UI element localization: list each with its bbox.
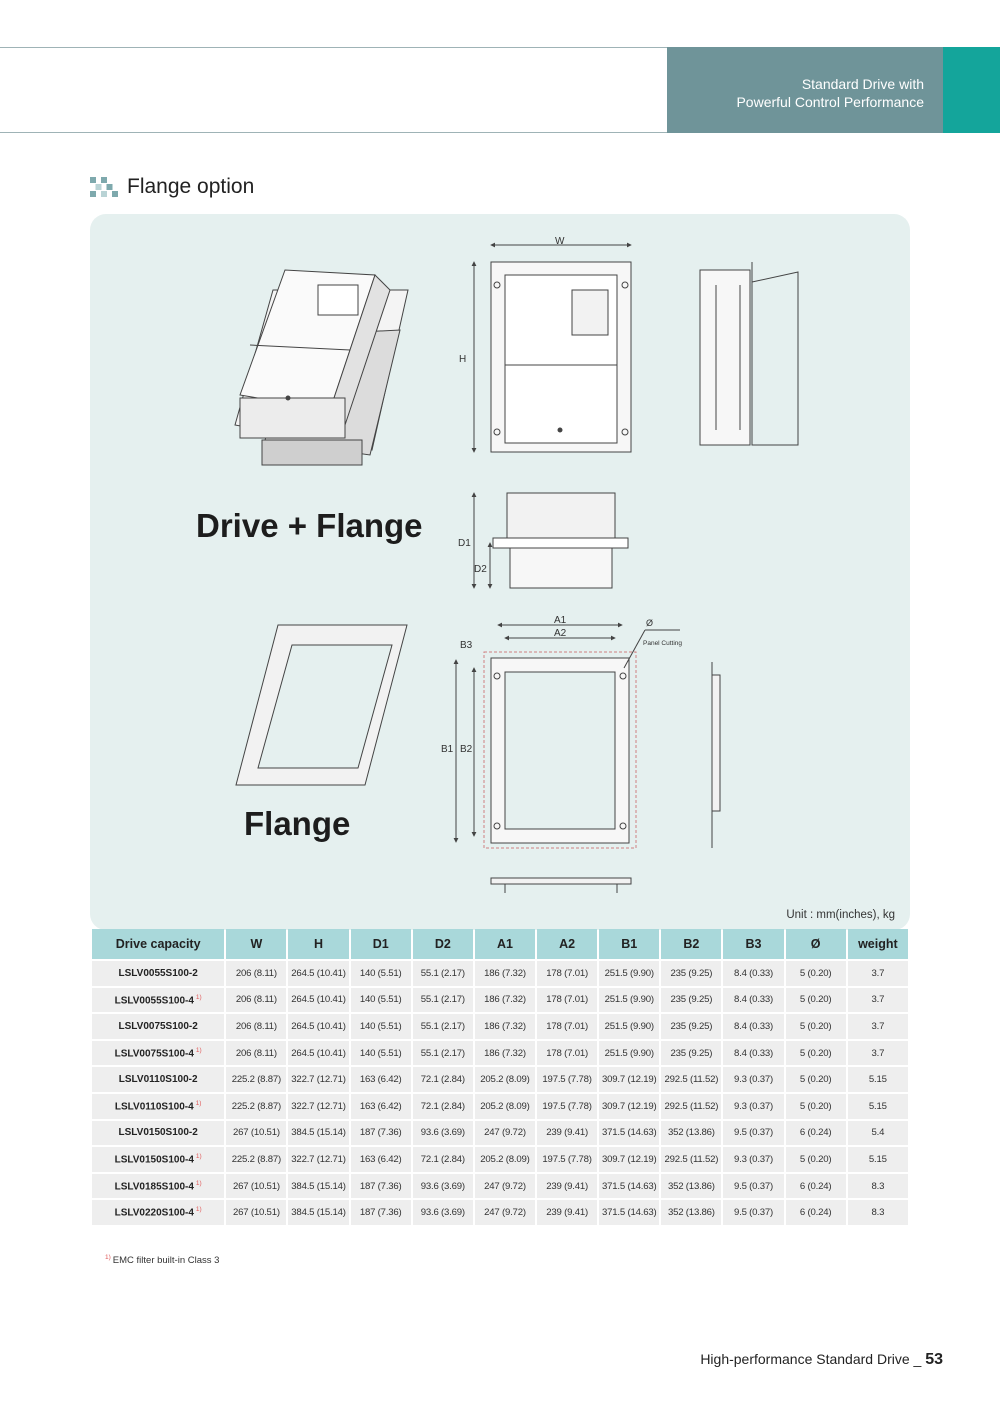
header-cell: A2 <box>537 929 597 961</box>
footnote-ref: 1) <box>195 1100 202 1108</box>
model-name: LSLV0185S100-4 <box>114 1181 194 1193</box>
value-cell: 371.5 (14.63) <box>599 1200 659 1227</box>
value-cell: 8.3 <box>848 1174 908 1201</box>
value-cell: 9.5 (0.37) <box>723 1200 783 1227</box>
value-cell: 163 (6.42) <box>351 1094 411 1121</box>
value-cell: 309.7 (12.19) <box>599 1094 659 1121</box>
value-cell: 205.2 (8.09) <box>475 1094 535 1121</box>
value-cell: 9.5 (0.37) <box>723 1121 783 1148</box>
value-cell: 235 (9.25) <box>661 961 721 988</box>
unit-note: Unit : mm(inches), kg <box>786 909 895 921</box>
value-cell: 5 (0.20) <box>786 1094 846 1121</box>
value-cell: 206 (8.11) <box>226 1014 286 1041</box>
model-cell <box>92 1200 224 1227</box>
value-cell: 5.4 <box>848 1121 908 1148</box>
dim-B1-label: B1 <box>441 744 454 755</box>
value-cell: 72.1 (2.84) <box>413 1094 473 1121</box>
value-cell: 206 (8.11) <box>226 1041 286 1068</box>
drive-side-view <box>700 262 798 445</box>
footnote-ref: 1) <box>195 993 202 1001</box>
value-cell: 140 (5.51) <box>351 1014 411 1041</box>
value-cell: 264.5 (10.41) <box>288 961 348 988</box>
value-cell: 72.1 (2.84) <box>413 1147 473 1174</box>
value-cell: 5 (0.20) <box>786 1041 846 1068</box>
model-name: LSLV0150S100-4 <box>114 1154 194 1166</box>
value-cell: 206 (8.11) <box>226 961 286 988</box>
value-cell: 186 (7.32) <box>475 961 535 988</box>
dim-B3-label: B3 <box>460 640 473 651</box>
value-cell: 384.5 (15.14) <box>288 1200 348 1227</box>
value-cell: 322.7 (12.71) <box>288 1094 348 1121</box>
dim-W-label: W <box>555 236 565 247</box>
model-name: LSLV0110S100-4 <box>114 1101 194 1113</box>
header-tagline-line1: Standard Drive with <box>801 76 924 92</box>
header-cell: B3 <box>723 929 783 961</box>
header-cell: H <box>288 929 348 961</box>
value-cell: 93.6 (3.69) <box>413 1174 473 1201</box>
panel-cutting-label: Panel Cutting <box>643 640 683 647</box>
value-cell: 178 (7.01) <box>537 1014 597 1041</box>
model-name: LSLV0055S100-2 <box>118 967 198 979</box>
header-tagline-line2: Powerful Control Performance <box>736 94 924 110</box>
table-row <box>92 1147 908 1174</box>
value-cell: 55.1 (2.17) <box>413 988 473 1015</box>
table-header-row <box>92 929 908 961</box>
value-cell: 225.2 (8.87) <box>226 1147 286 1174</box>
value-cell: 93.6 (3.69) <box>413 1200 473 1227</box>
value-cell: 6 (0.24) <box>786 1174 846 1201</box>
value-cell: 352 (13.86) <box>661 1121 721 1148</box>
table-row <box>92 988 908 1015</box>
value-cell: 72.1 (2.84) <box>413 1067 473 1094</box>
model-name: LSLV0055S100-4 <box>114 995 194 1007</box>
flange-label: Flange <box>244 805 351 842</box>
value-cell: 235 (9.25) <box>661 988 721 1015</box>
value-cell: 163 (6.42) <box>351 1067 411 1094</box>
model-cell <box>92 1014 224 1041</box>
footnote-ref: 1) <box>195 1179 202 1187</box>
table-row <box>92 1041 908 1068</box>
value-cell: 251.5 (9.90) <box>599 961 659 988</box>
value-cell: 309.7 (12.19) <box>599 1147 659 1174</box>
drive-front-view <box>474 245 631 452</box>
value-cell: 187 (7.36) <box>351 1174 411 1201</box>
value-cell: 9.3 (0.37) <box>723 1067 783 1094</box>
value-cell: 140 (5.51) <box>351 988 411 1015</box>
footnote-mark: 1) <box>105 1254 111 1261</box>
drive-flange-label: Drive + Flange <box>196 507 423 544</box>
value-cell: 8.4 (0.33) <box>723 1014 783 1041</box>
value-cell: 251.5 (9.90) <box>599 1041 659 1068</box>
value-cell: 187 (7.36) <box>351 1121 411 1148</box>
value-cell: 5 (0.20) <box>786 1147 846 1174</box>
value-cell: 55.1 (2.17) <box>413 1014 473 1041</box>
model-name: LSLV0150S100-2 <box>118 1127 198 1139</box>
value-cell: 197.5 (7.78) <box>537 1067 597 1094</box>
dim-A1-label: A1 <box>554 615 567 626</box>
flange-bottom-view <box>491 878 631 893</box>
model-name: LSLV0110S100-2 <box>118 1074 198 1086</box>
table-row <box>92 1200 908 1227</box>
table-body <box>92 961 908 1227</box>
value-cell: 8.4 (0.33) <box>723 961 783 988</box>
value-cell: 352 (13.86) <box>661 1200 721 1227</box>
value-cell: 247 (9.72) <box>475 1121 535 1148</box>
header-cell: B1 <box>599 929 659 961</box>
model-name: LSLV0075S100-4 <box>114 1048 194 1060</box>
value-cell: 140 (5.51) <box>351 961 411 988</box>
footnote-text: EMC filter built-in Class 3 <box>112 1255 220 1267</box>
value-cell: 251.5 (9.90) <box>599 988 659 1015</box>
value-cell: 371.5 (14.63) <box>599 1174 659 1201</box>
value-cell: 186 (7.32) <box>475 1041 535 1068</box>
value-cell: 239 (9.41) <box>537 1174 597 1201</box>
value-cell: 264.5 (10.41) <box>288 988 348 1015</box>
value-cell: 93.6 (3.69) <box>413 1121 473 1148</box>
model-cell <box>92 988 224 1015</box>
value-cell: 9.3 (0.37) <box>723 1094 783 1121</box>
value-cell: 178 (7.01) <box>537 961 597 988</box>
value-cell: 55.1 (2.17) <box>413 1041 473 1068</box>
model-cell <box>92 1121 224 1148</box>
value-cell: 251.5 (9.90) <box>599 1014 659 1041</box>
dim-D1-label: D1 <box>458 538 471 549</box>
table-row <box>92 1067 908 1094</box>
value-cell: 247 (9.72) <box>475 1174 535 1201</box>
header-cell: A1 <box>475 929 535 961</box>
header-cell: weight <box>848 929 908 961</box>
value-cell: 292.5 (11.52) <box>661 1094 721 1121</box>
table-row <box>92 961 908 988</box>
value-cell: 267 (10.51) <box>226 1200 286 1227</box>
value-cell: 264.5 (10.41) <box>288 1014 348 1041</box>
value-cell: 197.5 (7.78) <box>537 1147 597 1174</box>
value-cell: 205.2 (8.09) <box>475 1067 535 1094</box>
header-cell: D1 <box>351 929 411 961</box>
value-cell: 3.7 <box>848 961 908 988</box>
header-cell: Ø <box>786 929 846 961</box>
value-cell: 3.7 <box>848 1041 908 1068</box>
flange-side-view <box>712 662 720 848</box>
value-cell: 239 (9.41) <box>537 1121 597 1148</box>
value-cell: 264.5 (10.41) <box>288 1041 348 1068</box>
value-cell: 6 (0.24) <box>786 1121 846 1148</box>
value-cell: 187 (7.36) <box>351 1200 411 1227</box>
value-cell: 5 (0.20) <box>786 961 846 988</box>
value-cell: 5.15 <box>848 1147 908 1174</box>
page-footer <box>700 1351 943 1369</box>
value-cell: 322.7 (12.71) <box>288 1147 348 1174</box>
footnote <box>105 1254 219 1266</box>
value-cell: 9.5 (0.37) <box>723 1174 783 1201</box>
value-cell: 205.2 (8.09) <box>475 1147 535 1174</box>
model-cell <box>92 1041 224 1068</box>
dim-D2-label: D2 <box>474 564 487 575</box>
drive-bottom-view <box>474 493 628 588</box>
value-cell: 239 (9.41) <box>537 1200 597 1227</box>
header-cell: Drive capacity <box>92 929 224 961</box>
value-cell: 225.2 (8.87) <box>226 1067 286 1094</box>
model-name: LSLV0075S100-2 <box>118 1020 198 1032</box>
value-cell: 178 (7.01) <box>537 988 597 1015</box>
value-cell: 5 (0.20) <box>786 1067 846 1094</box>
value-cell: 292.5 (11.52) <box>661 1067 721 1094</box>
value-cell: 206 (8.11) <box>226 988 286 1015</box>
value-cell: 9.3 (0.37) <box>723 1147 783 1174</box>
value-cell: 384.5 (15.14) <box>288 1174 348 1201</box>
value-cell: 352 (13.86) <box>661 1174 721 1201</box>
drive-flange-isometric <box>235 270 408 465</box>
value-cell: 235 (9.25) <box>661 1014 721 1041</box>
value-cell: 3.7 <box>848 988 908 1015</box>
value-cell: 6 (0.24) <box>786 1200 846 1227</box>
value-cell: 186 (7.32) <box>475 988 535 1015</box>
value-cell: 5 (0.20) <box>786 988 846 1015</box>
value-cell: 8.4 (0.33) <box>723 988 783 1015</box>
value-cell: 309.7 (12.19) <box>599 1067 659 1094</box>
page-number: 53 <box>925 1351 943 1368</box>
value-cell: 178 (7.01) <box>537 1041 597 1068</box>
value-cell: 5.15 <box>848 1067 908 1094</box>
value-cell: 384.5 (15.14) <box>288 1121 348 1148</box>
value-cell: 8.3 <box>848 1200 908 1227</box>
model-cell <box>92 1174 224 1201</box>
footnote-ref: 1) <box>195 1153 202 1161</box>
value-cell: 163 (6.42) <box>351 1147 411 1174</box>
section-title-text: Flange option <box>127 175 255 198</box>
footer-title: High-performance Standard Drive _ <box>700 1351 926 1367</box>
footnote-ref: 1) <box>195 1046 202 1054</box>
value-cell: 371.5 (14.63) <box>599 1121 659 1148</box>
dim-phi-label: Ø <box>646 618 654 628</box>
dim-H-label: H <box>459 354 467 365</box>
table-row <box>92 1014 908 1041</box>
value-cell: 267 (10.51) <box>226 1121 286 1148</box>
flange-spec-table <box>90 929 910 1227</box>
value-cell: 55.1 (2.17) <box>413 961 473 988</box>
value-cell: 8.4 (0.33) <box>723 1041 783 1068</box>
value-cell: 197.5 (7.78) <box>537 1094 597 1121</box>
value-cell: 247 (9.72) <box>475 1200 535 1227</box>
footnote-ref: 1) <box>195 1206 202 1214</box>
model-cell <box>92 1067 224 1094</box>
value-cell: 267 (10.51) <box>226 1174 286 1201</box>
model-cell <box>92 961 224 988</box>
table-row <box>92 1094 908 1121</box>
flange-front-view <box>456 625 683 848</box>
header-cell: B2 <box>661 929 721 961</box>
value-cell: 140 (5.51) <box>351 1041 411 1068</box>
value-cell: 292.5 (11.52) <box>661 1147 721 1174</box>
header-cell: D2 <box>413 929 473 961</box>
value-cell: 235 (9.25) <box>661 1041 721 1068</box>
value-cell: 186 (7.32) <box>475 1014 535 1041</box>
value-cell: 322.7 (12.71) <box>288 1067 348 1094</box>
value-cell: 225.2 (8.87) <box>226 1094 286 1121</box>
value-cell: 3.7 <box>848 1014 908 1041</box>
model-name: LSLV0220S100-4 <box>114 1207 194 1219</box>
table-row <box>92 1121 908 1148</box>
value-cell: 5.15 <box>848 1094 908 1121</box>
flange-isometric <box>236 625 407 785</box>
dim-B2-label: B2 <box>460 744 473 755</box>
dim-A2-label: A2 <box>554 628 567 639</box>
header-cell: W <box>226 929 286 961</box>
table-row <box>92 1174 908 1201</box>
model-cell <box>92 1094 224 1121</box>
model-cell <box>92 1147 224 1174</box>
value-cell: 5 (0.20) <box>786 1014 846 1041</box>
